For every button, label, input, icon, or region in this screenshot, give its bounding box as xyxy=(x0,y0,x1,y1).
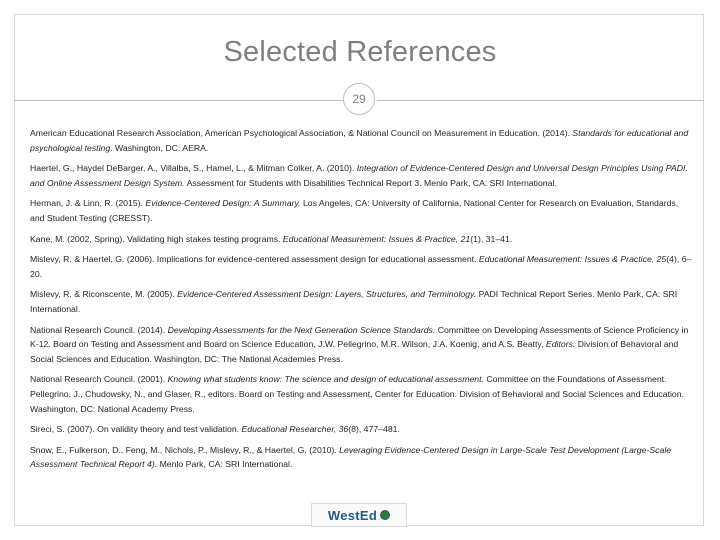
reference-title-text: Evidence-Centered Design: A Summary. xyxy=(145,198,301,209)
reference-text: Sireci, S. (2007). On validity theory and test validation. xyxy=(30,424,242,435)
reference-title-text: Integration of Evidence-Centered Design and Universal Design Principles Using PADI, and Online Assessment Design System. xyxy=(30,163,688,188)
reference-title-text: Educational Measurement: Issues & Practice, 25 xyxy=(478,254,667,265)
reference-title-text: Knowing what students know: The science and design of educational assessment. xyxy=(167,374,484,385)
reference-list xyxy=(30,126,695,478)
reference-title-text: Educational Measurement: Issues & Practice, 21 xyxy=(282,233,471,244)
reference-entry xyxy=(30,126,695,155)
reference-title-text: Leveraging Evidence-Centered Design in Large-Scale Test Development (Large-Scale Assessment Technical Report 4). xyxy=(30,444,672,470)
wested-logo xyxy=(311,503,407,527)
reference-entry xyxy=(30,323,695,367)
reference-text: Herman, J. & Linn, R. (2015). xyxy=(30,198,146,209)
reference-text: Mislevy, R. & Haertel, G. (2006). Implications for evidence-centered assessment design for educational assessment. xyxy=(30,254,479,265)
reference-entry xyxy=(30,287,695,316)
reference-text: . Washington, DC: AERA. xyxy=(110,142,209,153)
reference-text: American Educational Research Association, American Psychological Association, & National Council on Measurement in Education. (2014). xyxy=(30,128,573,138)
reference-text: Menlo Park, CA: SRI International. xyxy=(157,459,293,470)
reference-entry xyxy=(30,232,695,247)
reference-text: Snow, E., Fulkerson, D., Feng, M., Nichols, P., Mislevy, R., & Haertel, G. (2010). xyxy=(30,444,340,455)
reference-text: (1), 31–41. xyxy=(470,233,513,244)
reference-title-text: Educational Researcher, 36 xyxy=(241,424,349,435)
reference-title-text: Standards for educational and psychological testing xyxy=(30,128,689,153)
slide-title: Selected References xyxy=(223,36,497,68)
logo-text: WestEd xyxy=(327,507,378,523)
divider-left xyxy=(14,100,343,101)
divider-right xyxy=(377,100,704,101)
reference-text: Kane, M. (2002, Spring). Validating high stakes testing programs. xyxy=(30,233,283,244)
reference-text: National Research Council. (2014). xyxy=(30,324,168,335)
reference-title-text: Editors. xyxy=(545,339,576,350)
page-number-badge: 29 xyxy=(343,83,375,115)
reference-text: Committee on the Foundations of Assessment. Pellegrino, J., Chudowsky, N., and Glaser, R., editors. Board on Testing and Assessment, Center for Education. Division of Behavioral and Social Sciences and Education. Washington, DC: National Academy Press. xyxy=(30,374,685,414)
reference-text: (8), 477–481. xyxy=(348,424,400,435)
reference-text: PADI Technical Report Series. Menlo Park, CA: SRI International. xyxy=(30,289,678,314)
reference-text: Haertel, G., Haydel DeBarger, A., Villalba, S., Hamel, L., & Mitman Colker, A. (2010). xyxy=(30,163,357,174)
reference-entry xyxy=(30,372,695,416)
reference-text: National Research Council. (2001). xyxy=(30,374,168,385)
reference-text: Division of Behavioral and Social Sciences and Education. Washington, DC: The National Academies Press. xyxy=(30,339,679,364)
reference-title-text: Evidence-Centered Assessment Design: Layers, Structures, and Terminology. xyxy=(177,289,477,300)
reference-entry xyxy=(30,443,695,472)
reference-text: Assessment for Students with Disabilities Technical Report 3. Menlo Park, CA: SRI International. xyxy=(184,177,557,188)
reference-entry xyxy=(30,161,695,190)
reference-text: Committee on Developing Assessments of Science Proficiency in K-12. Board on Testing and Assessment and Board on Science Education, J.W. Pellegrino, M.R. Wilson, J.A. Koenig, and A.S. Beatty, xyxy=(30,324,689,350)
reference-text: Mislevy, R. & Riconscente, M. (2005). xyxy=(30,289,178,300)
reference-text: (4), 6–20. xyxy=(30,254,692,279)
reference-entry xyxy=(30,252,695,281)
globe-icon xyxy=(380,510,390,520)
reference-entry xyxy=(30,422,695,437)
reference-entry xyxy=(30,196,695,225)
reference-title-text: Developing Assessments for the Next Generation Science Standards. xyxy=(167,324,436,335)
reference-text: Los Angeles, CA: University of California, National Center for Research on Evaluation, Standards, and Student Testing (CRESST). xyxy=(30,198,679,223)
